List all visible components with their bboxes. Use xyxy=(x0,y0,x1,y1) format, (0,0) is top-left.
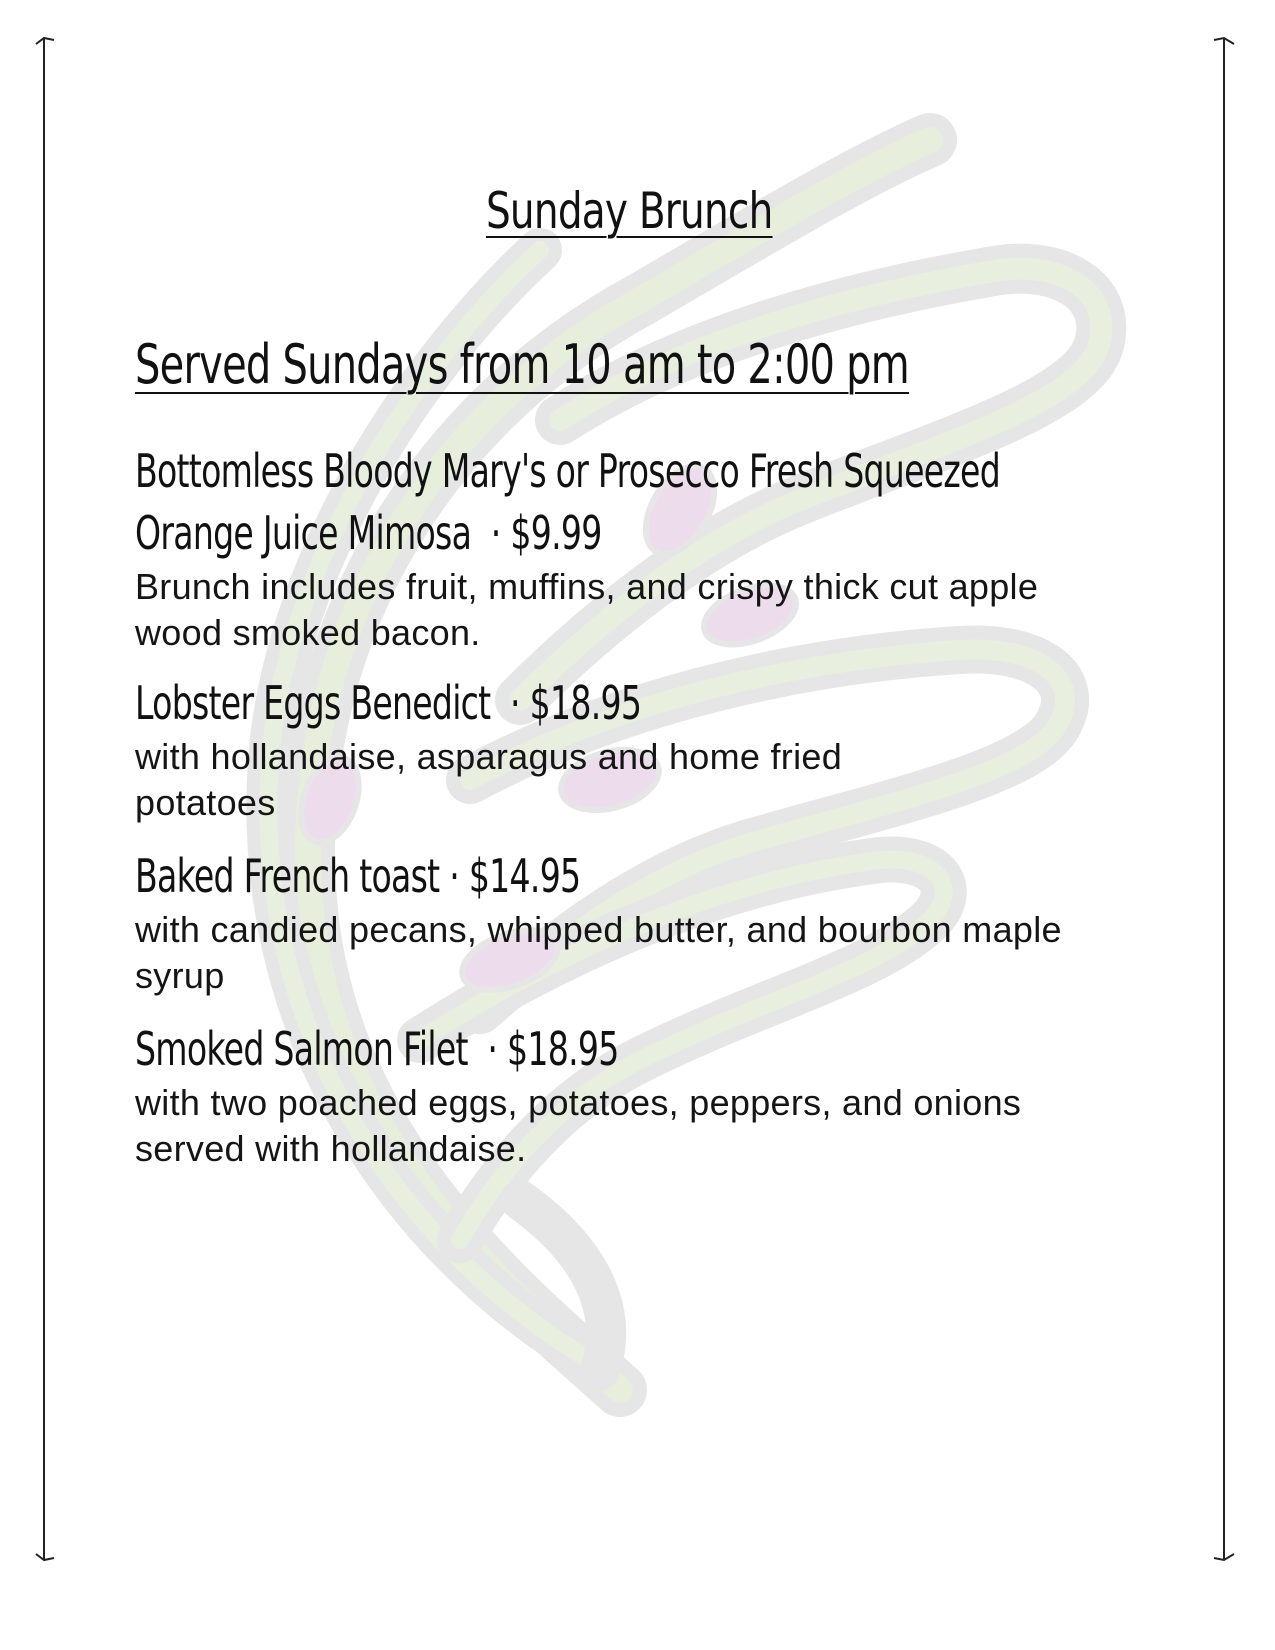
menu-subtitle: Served Sundays from 10 am to 2:00 pm xyxy=(135,333,909,396)
item-name: Smoked Salmon Filet · $18.95 xyxy=(135,1022,619,1076)
item-name: Bottomless Bloody Mary's or Prosecco Fresh Squeezed xyxy=(135,444,1001,498)
item-name: Orange Juice Mimosa · $9.99 xyxy=(135,506,602,560)
menu-item-french-toast xyxy=(135,845,1135,999)
item-description: with candied pecans, whipped butter, and bourbon maple syrup xyxy=(135,909,1062,996)
item-description: Brunch includes fruit, muffins, and crispy thick cut apple wood smoked bacon. xyxy=(135,566,1039,653)
item-price: $9.99 xyxy=(510,506,602,560)
item-description: with hollandaise, asparagus and home fried potatoes xyxy=(135,736,843,823)
menu-item-mimosa xyxy=(135,440,1135,656)
item-price: $18.95 xyxy=(529,676,642,730)
item-name: Lobster Eggs Benedict · $18.95 xyxy=(135,676,642,730)
item-price: $18.95 xyxy=(507,1022,619,1076)
menu-item-smoked-salmon xyxy=(135,1018,1135,1172)
menu-item-lobster-benedict xyxy=(135,672,1135,826)
item-description: with two poached eggs, potatoes, peppers, and onions served with hollandaise. xyxy=(135,1082,1022,1169)
item-price: $14.95 xyxy=(468,849,581,903)
menu-title: Sunday Brunch xyxy=(485,182,773,240)
item-name: Baked French toast · $14.95 xyxy=(135,849,581,903)
